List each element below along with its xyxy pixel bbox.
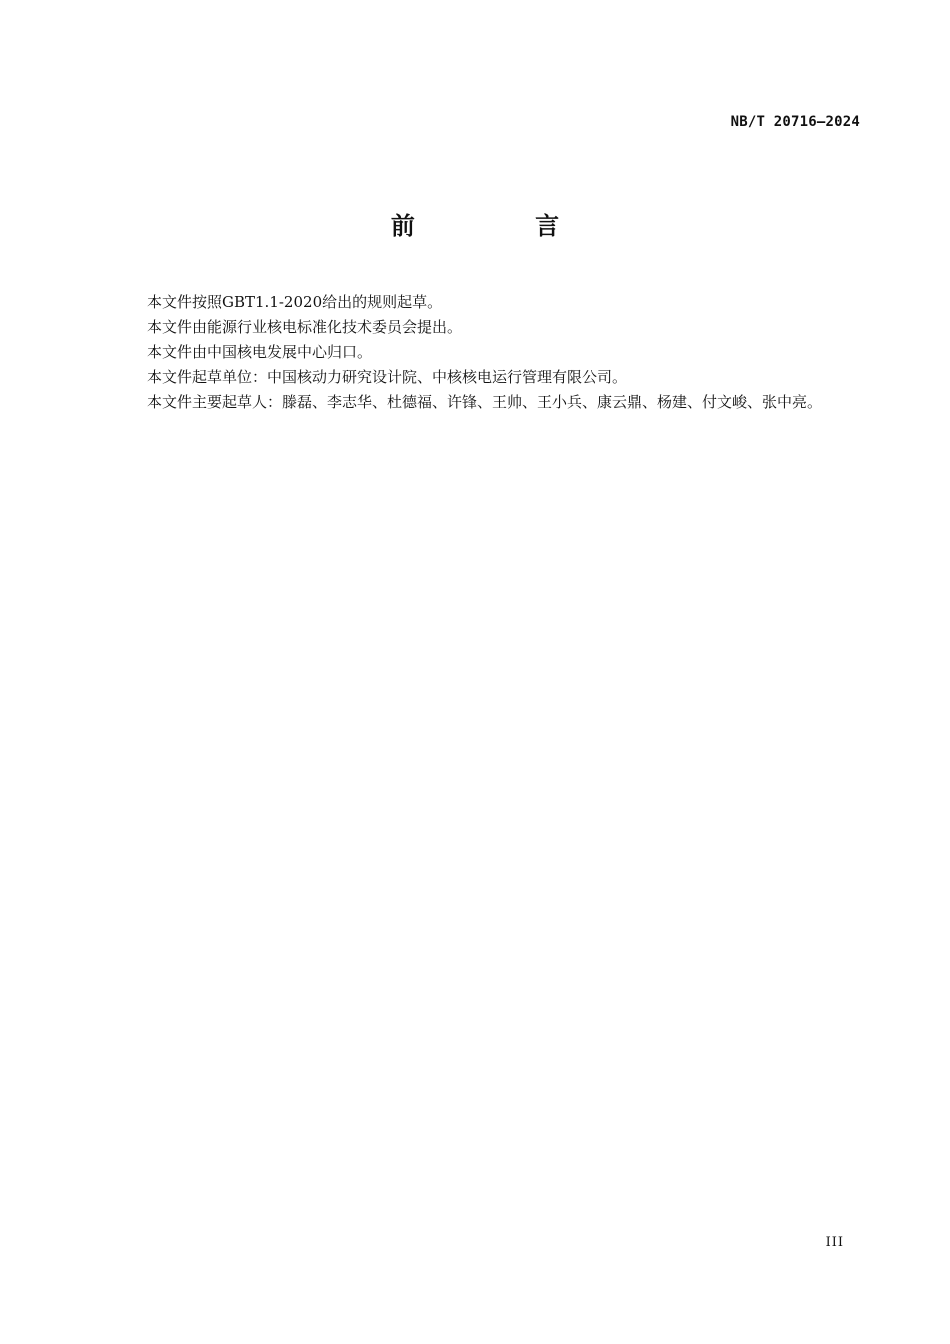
- paragraph-proposed-by: 本文件由能源行业核电标准化技术委员会提出。: [147, 318, 463, 336]
- standard-code: NB/T 20716—2024: [730, 114, 860, 130]
- paragraph-drafting-units: 本文件起草单位：中国核动力研究设计院、中核核电运行管理有限公司。: [147, 368, 628, 386]
- paragraph-main-drafters: 本文件主要起草人：滕磊、李志华、杜德福、许锋、王帅、王小兵、康云鼎、杨建、付文峻、张中亮。: [147, 393, 823, 411]
- page-number: III: [825, 1235, 844, 1250]
- page-title: 前 言: [390, 212, 616, 240]
- foreword-body: [113, 290, 860, 415]
- paragraph-drafting-rules: 本文件按照GBT1.1-2020给出的规则起草。: [147, 293, 443, 311]
- paragraph-centralized-by: 本文件由中国核电发展中心归口。: [147, 343, 373, 361]
